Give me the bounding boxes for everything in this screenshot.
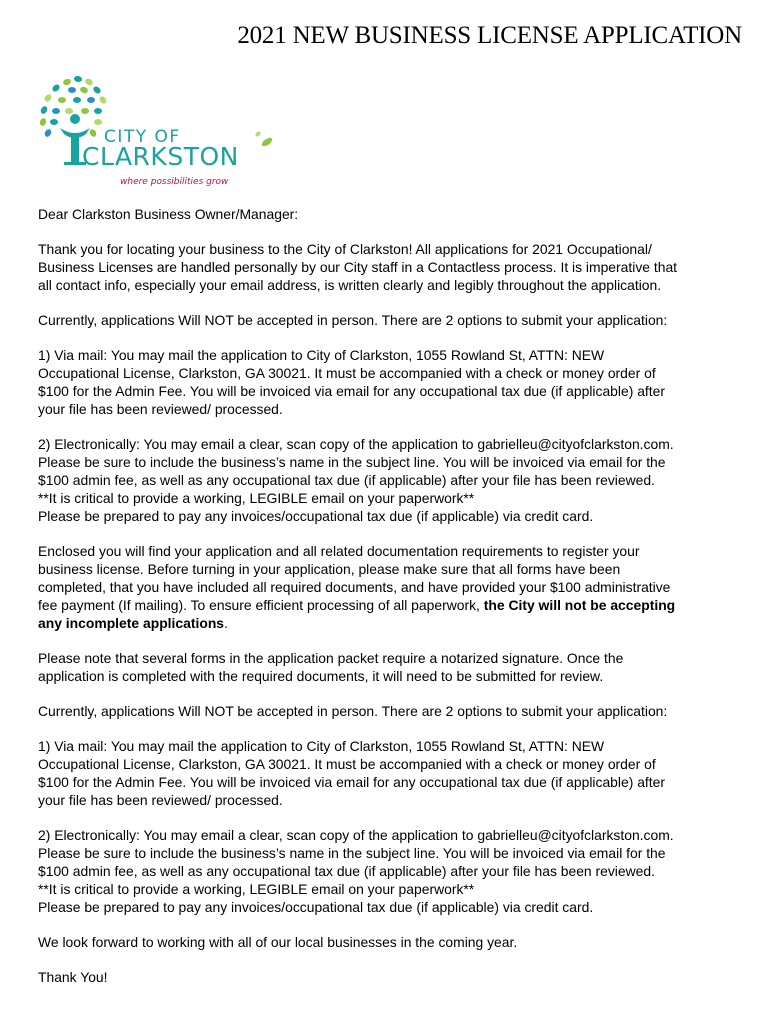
logo-tagline: where possibilities grow — [120, 177, 229, 187]
intro-line: Thank you for locating your business to the City of Clarkston! All applications for 2021 Occupational/ — [38, 241, 652, 257]
enclosed-line — [38, 614, 743, 632]
options-note — [38, 702, 743, 720]
intro-paragraph — [38, 240, 743, 294]
email-option-line: $100 admin fee, as well as any occupational tax due (if applicable) after your file has been reviewed. — [38, 472, 655, 488]
enclosed-line: business license. Before turning in your application, please make sure that all forms have been — [38, 561, 621, 577]
options-note-text: Currently, applications Will NOT be accepted in person. There are 2 options to submit your application: — [38, 312, 668, 328]
notary-line: Please note that several forms in the application packet require a notarized signature. Once the — [38, 650, 624, 666]
mail-option-line: Occupational License, Clarkston, GA 30021. It must be accompanied with a check or money order of — [38, 365, 656, 381]
enclosed-line — [38, 596, 743, 614]
enclosed-paragraph — [38, 542, 743, 632]
intro-line: all contact info, especially your email address, is written clearly and legibly throughout the application. — [38, 277, 662, 293]
mail-option-line: $100 for the Admin Fee. You will be invoiced via email for any occupational tax due (if applicable) after — [38, 774, 665, 790]
email-option-line: **It is critical to provide a working, LEGIBLE email on your paperwork** — [38, 881, 475, 897]
email-option-line: $100 admin fee, as well as any occupational tax due (if applicable) after your file has been reviewed. — [38, 863, 655, 879]
enclosed-emphasis: any incomplete applications — [38, 615, 225, 631]
options-note — [38, 311, 743, 329]
email-option-line: Please be prepared to pay any invoices/occupational tax due (if applicable) via credit card. — [38, 899, 594, 915]
closing-paragraph — [38, 933, 743, 951]
mail-option-line: $100 for the Admin Fee. You will be invoiced via email for any occupational tax due (if applicable) after — [38, 383, 665, 399]
leaf-icon — [260, 136, 273, 148]
city-of-clarkston-logo — [34, 76, 284, 188]
enclosed-line: completed, that you have included all required documents, and have provided your $100 administrative — [38, 579, 671, 595]
notary-line: application is completed with the required documents, it will need to be submitted for review. — [38, 668, 604, 684]
enclosed-emphasis: the City will not be accepting — [483, 597, 676, 613]
email-option-line: Please be sure to include the business’s name in the subject line. You will be invoiced via email for the — [38, 845, 666, 861]
email-option-line: 2) Electronically: You may email a clear, scan copy of the application to gabrielleu@cityofclarkston.com. — [38, 827, 674, 843]
mail-option — [38, 737, 743, 809]
intro-line: Business Licenses are handled personally by our City staff in a Contactless process. It is imperative that — [38, 259, 678, 275]
logo-line1: CITY OF — [104, 127, 181, 147]
leaf-icon — [254, 131, 261, 138]
mail-option-line: your file has been reviewed/ processed. — [38, 401, 283, 417]
email-option-line: Please be prepared to pay any invoices/occupational tax due (if applicable) via credit card. — [38, 508, 594, 524]
closing-text: We look forward to working with all of our local businesses in the coming year. — [38, 934, 518, 950]
notary-paragraph — [38, 649, 743, 685]
mail-option-line: 1) Via mail: You may mail the application to City of Clarkston, 1055 Rowland St, ATTN: NEW — [38, 738, 605, 754]
enclosed-text: fee payment (If mailing). To ensure efficient processing of all paperwork, — [38, 597, 484, 613]
options-note-text: Currently, applications Will NOT be accepted in person. There are 2 options to submit your application: — [38, 703, 668, 719]
greeting-text: Dear Clarkston Business Owner/Manager: — [38, 206, 299, 222]
page-title: 2021 NEW BUSINESS LICENSE APPLICATION — [237, 22, 742, 49]
email-option-line: 2) Electronically: You may email a clear, scan copy of the application to gabrielleu@cityofclarkston.com. — [38, 436, 674, 452]
signoff-text: Thank You! — [38, 969, 108, 985]
email-option — [38, 435, 743, 525]
mail-option-line: 1) Via mail: You may mail the application to City of Clarkston, 1055 Rowland St, ATTN: NEW — [38, 347, 605, 363]
enclosed-line: Enclosed you will find your application and all related documentation requirements to register your — [38, 543, 640, 559]
mail-option-line: your file has been reviewed/ processed. — [38, 792, 283, 808]
mail-option — [38, 346, 743, 418]
signoff — [38, 968, 743, 986]
letter-body — [38, 205, 743, 1003]
enclosed-text: . — [224, 615, 228, 631]
greeting — [38, 205, 743, 223]
mail-option-line: Occupational License, Clarkston, GA 30021. It must be accompanied with a check or money order of — [38, 756, 656, 772]
email-option-line: **It is critical to provide a working, LEGIBLE email on your paperwork** — [38, 490, 475, 506]
logo-line2: CLARKSTON — [82, 142, 239, 171]
email-option — [38, 826, 743, 916]
email-option-line: Please be sure to include the business’s name in the subject line. You will be invoiced via email for the — [38, 454, 666, 470]
